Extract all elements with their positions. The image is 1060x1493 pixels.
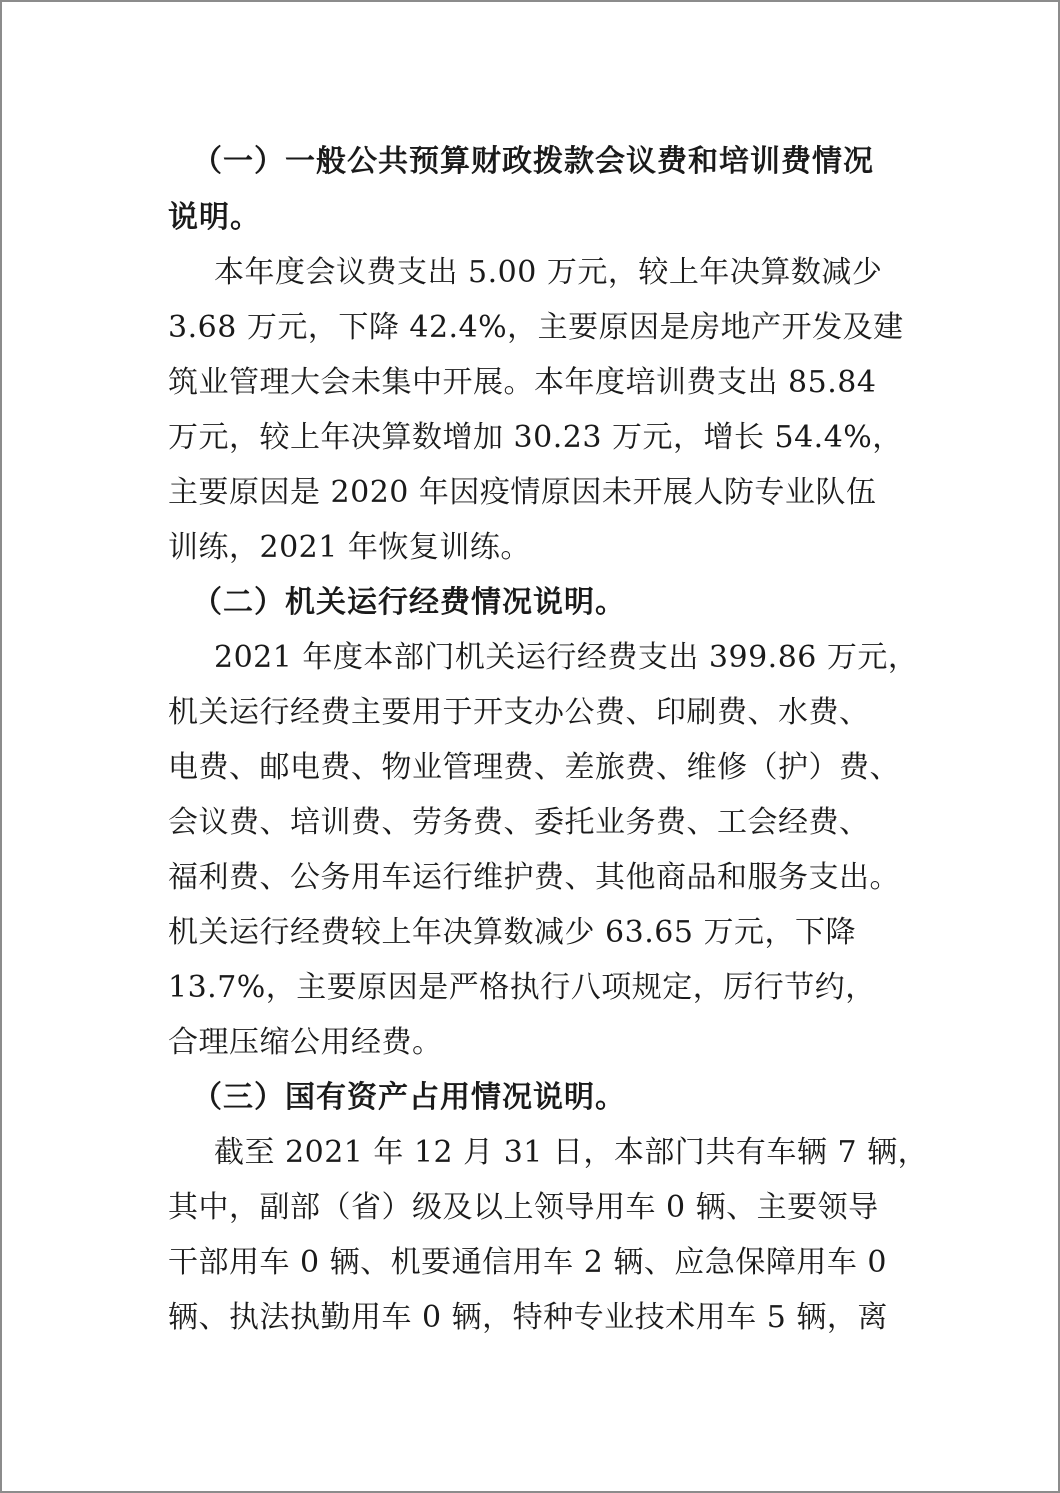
section1-heading-line2: 说明。 (168, 200, 261, 235)
paragraph-line: 截至 2021 年 12 月 31 日，本部门共有车辆 7 辆， (214, 1135, 929, 1170)
paragraph-line: 其中，副部（省）级及以上领导用车 0 辆、主要领导 (168, 1190, 879, 1225)
section2-heading: （二）机关运行经费情况说明。 (192, 585, 626, 620)
paragraph-line: 会议费、培训费、劳务费、委托业务费、工会经费、 (168, 805, 870, 840)
paragraph-line: 福利费、公务用车运行维护费、其他商品和服务支出。 (168, 860, 900, 895)
paragraph-line: 训练，2021 年恢复训练。 (168, 530, 531, 565)
section1-heading-line1: （一）一般公共预算财政拨款会议费和培训费情况 (192, 144, 874, 179)
paragraph-line: 辆、执法执勤用车 0 辆，特种专业技术用车 5 辆，离 (168, 1300, 888, 1335)
paragraph-line: 机关运行经费主要用于开支办公费、印刷费、水费、 (168, 695, 870, 730)
paragraph-line: 主要原因是 2020 年因疫情原因未开展人防专业队伍 (168, 475, 877, 510)
paragraph-line: 合理压缩公用经费。 (168, 1025, 443, 1060)
paragraph-line: 本年度会议费支出 5.00 万元，较上年决算数减少 (214, 255, 883, 290)
section3-heading: （三）国有资产占用情况说明。 (192, 1080, 626, 1115)
paragraph-line: 电费、邮电费、物业管理费、差旅费、维修（护）费、 (168, 750, 900, 785)
paragraph-line: 机关运行经费较上年决算数减少 63.65 万元，下降 (168, 915, 856, 950)
paragraph-line: 13.7%，主要原因是严格执行八项规定，厉行节约， (168, 970, 876, 1005)
paragraph-line: 3.68 万元，下降 42.4%，主要原因是房地产开发及建 (168, 310, 904, 345)
paragraph-line: 万元，较上年决算数增加 30.23 万元，增长 54.4%， (168, 420, 903, 455)
paragraph-line: 筑业管理大会未集中开展。本年度培训费支出 85.84 (168, 365, 877, 400)
paragraph-line: 干部用车 0 辆、机要通信用车 2 辆、应急保障用车 0 (168, 1245, 887, 1280)
paragraph-line: 2021 年度本部门机关运行经费支出 399.86 万元， (214, 640, 919, 675)
